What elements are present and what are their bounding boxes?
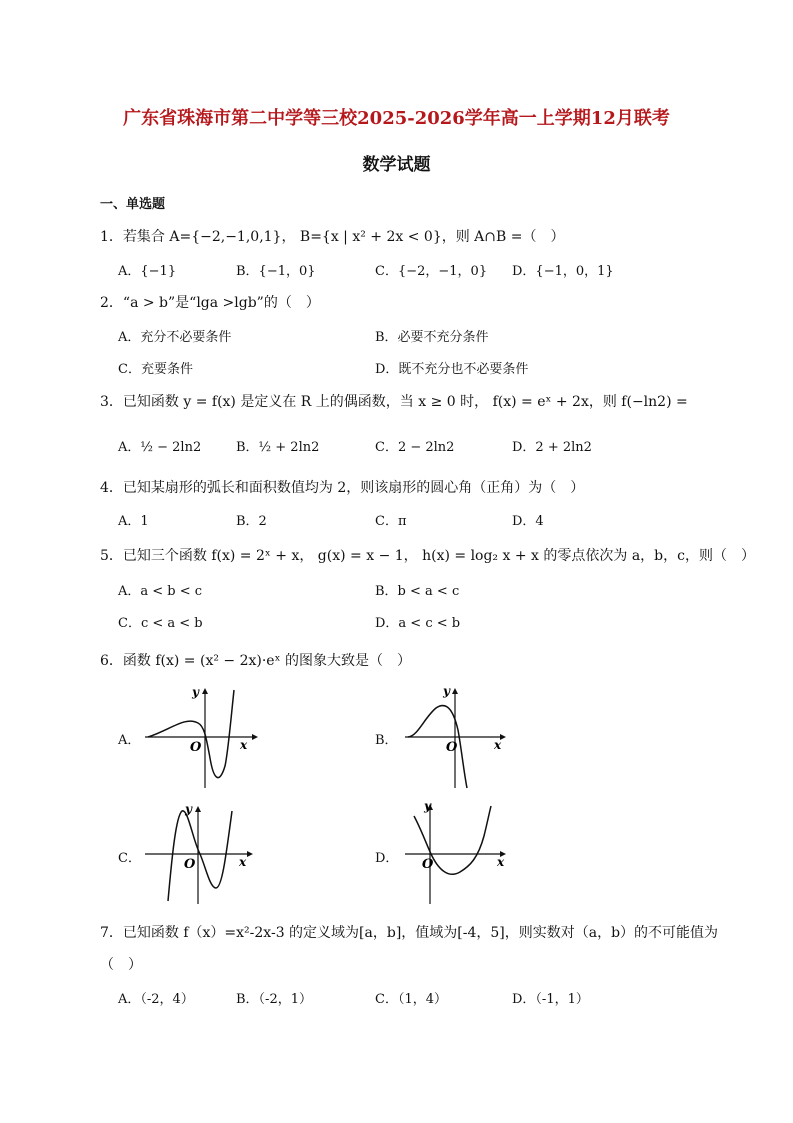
q7-option-d: D．（-1，1） xyxy=(512,992,589,1007)
q5-option-a: A．a < b < c xyxy=(118,584,203,599)
q6-option-d: D． xyxy=(375,851,399,866)
q6-option-c: C． xyxy=(118,851,141,866)
origin-label: O xyxy=(422,857,434,872)
q7-option-a: A．（-2，4） xyxy=(118,992,194,1007)
q4-option-c: C．π xyxy=(375,514,407,529)
q4-option-a: A．1 xyxy=(118,514,149,529)
document-title: 广东省珠海市第二中学等三校2025-2026学年高一上学期12月联考 xyxy=(123,108,670,129)
graph-a xyxy=(140,678,260,793)
curve xyxy=(408,706,467,788)
question-2-stem: 2．“a > b”是“lga >lgb”的（ ） xyxy=(100,295,320,311)
x-label: x xyxy=(494,738,502,752)
q2-option-d: D．既不充分也不必要条件 xyxy=(375,362,529,377)
question-5-stem: 5．已知三个函数 f(x) = 2ˣ + x， g(x) = x − 1， h(x) = log₂ x + x 的零点依次为 a，b，c，则（ ） xyxy=(100,548,755,564)
q5-option-d: D．a < c < b xyxy=(375,616,461,631)
q3-option-b: B．½ + 2ln2 xyxy=(236,440,320,455)
q2-option-b: B．必要不充分条件 xyxy=(375,330,489,345)
curve xyxy=(148,690,234,778)
question-7-stem: 7．已知函数 f（x）=x²-2x-3 的定义域为[a，b]，值域为[-4，5]，则实数对（a，b）的不可能值为 xyxy=(100,925,719,941)
q1-option-b: B．{−1，0} xyxy=(236,264,316,279)
q1-option-d: D．{−1，0，1} xyxy=(512,264,614,279)
question-4-stem: 4．已知某扇形的弧长和面积数值均为 2，则该扇形的圆心角（正角）为（ ） xyxy=(100,480,585,496)
y-label: y xyxy=(443,684,450,698)
q6-option-a: A． xyxy=(118,733,141,748)
q3-option-d: D．2 + 2ln2 xyxy=(512,440,592,455)
x-label: x xyxy=(497,855,505,869)
q7-option-b: B．（-2，1） xyxy=(236,992,312,1007)
x-label: x xyxy=(239,855,247,869)
y-label: y xyxy=(192,685,199,699)
q3-option-a: A．½ − 2ln2 xyxy=(118,440,202,455)
q2-option-a: A．充分不必要条件 xyxy=(118,330,232,345)
graph-c xyxy=(140,796,260,911)
origin-label: O xyxy=(190,740,202,755)
q5-option-b: B．b < a < c xyxy=(375,584,460,599)
q5-option-c: C．c < a < b xyxy=(118,616,203,631)
origin-label: O xyxy=(184,857,196,872)
origin-label: O xyxy=(446,740,458,755)
curve xyxy=(168,811,232,901)
question-6-stem: 6．函数 f(x) = (x² − 2x)·eˣ 的图象大致是（ ） xyxy=(100,653,411,669)
question-1-stem: 1．若集合 A={−2,−1,0,1}， B={x | x² + 2x < 0}，则 A∩B =（ ） xyxy=(100,229,565,245)
q1-option-a: A．{−1} xyxy=(118,264,177,279)
q7-option-c: C．（1，4） xyxy=(375,992,447,1007)
y-label: y xyxy=(424,799,431,813)
question-3-stem: 3．已知函数 y = f(x) 是定义在 R 上的偶函数，当 x ≥ 0 时， f(x) = eˣ + 2x，则 f(−ln2) = xyxy=(100,394,688,410)
question-7-stem-continued: （ ） xyxy=(100,957,142,973)
section-heading: 一、单选题 xyxy=(100,197,166,212)
q4-option-b: B．2 xyxy=(236,514,267,529)
q2-option-c: C．充要条件 xyxy=(118,362,193,377)
q6-option-b: B． xyxy=(375,733,398,748)
y-label: y xyxy=(185,802,192,816)
x-label: x xyxy=(240,738,248,752)
graph-d xyxy=(400,796,515,911)
q1-option-c: C．{−2，−1，0} xyxy=(375,264,488,279)
q3-option-c: C．2 − 2ln2 xyxy=(375,440,455,455)
graph-b xyxy=(400,678,510,793)
q4-option-d: D．4 xyxy=(512,514,544,529)
document-subtitle: 数学试题 xyxy=(362,155,431,175)
